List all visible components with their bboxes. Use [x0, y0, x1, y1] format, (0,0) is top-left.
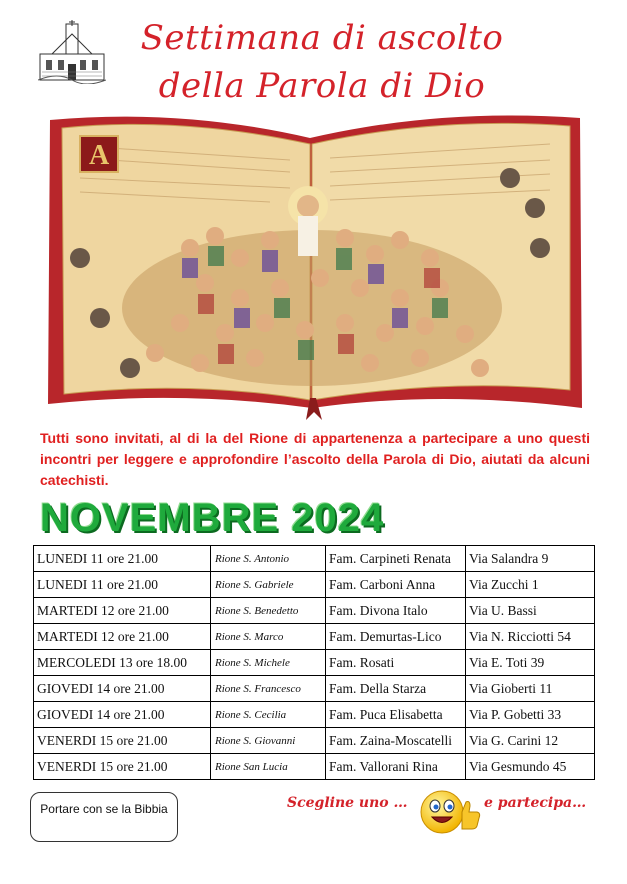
- schedule-row: [34, 598, 595, 624]
- schedule-rione-cell: Rione S. Cecilia: [211, 702, 326, 728]
- invitation-text: Tutti sono invitati, al di la del Rione di appartenenza a partecipare a uno questi incontri per leggere e approfondire l’ascolto della Parola di Dio, aiutati da alcuni catechisti.: [40, 430, 590, 488]
- schedule-family-cell: Fam. Rosati: [326, 650, 466, 676]
- schedule-address-cell: Via Gesmundo 45: [466, 754, 595, 780]
- schedule-family-cell: Fam. Divona Italo: [326, 598, 466, 624]
- schedule-row: [34, 624, 595, 650]
- schedule-when-cell: GIOVEDI 14 ore 21.00: [34, 702, 211, 728]
- schedule-table: [33, 545, 595, 780]
- schedule-address-cell: Via P. Gobetti 33: [466, 702, 595, 728]
- schedule-rione-cell: Rione S. Gabriele: [211, 572, 326, 598]
- schedule-when-cell: MARTEDI 12 ore 21.00: [34, 598, 211, 624]
- title-line-1: Settimana di ascolto: [140, 18, 504, 58]
- schedule-row: [34, 650, 595, 676]
- schedule-address-cell: Via N. Ricciotti 54: [466, 624, 595, 650]
- schedule-row: [34, 546, 595, 572]
- schedule-address-cell: Via G. Carini 12: [466, 728, 595, 754]
- choose-one-text: [287, 793, 587, 813]
- schedule-when-cell: LUNEDI 11 ore 21.00: [34, 572, 211, 598]
- church-icon: [38, 20, 106, 84]
- schedule-family-cell: Fam. Zaina-Moscatelli: [326, 728, 466, 754]
- schedule-family-cell: Fam. Della Starza: [326, 676, 466, 702]
- schedule-family-cell: Fam. Carpineti Renata: [326, 546, 466, 572]
- schedule-rione-cell: Rione San Lucia: [211, 754, 326, 780]
- schedule-family-cell: Fam. Puca Elisabetta: [326, 702, 466, 728]
- schedule-address-cell: Via Gioberti 11: [466, 676, 595, 702]
- schedule-rione-cell: Rione S. Benedetto: [211, 598, 326, 624]
- title-line-2: della Parola di Dio: [158, 66, 486, 106]
- schedule-address-cell: Via E. Toti 39: [466, 650, 595, 676]
- schedule-row: [34, 676, 595, 702]
- schedule-when-cell: MARTEDI 12 ore 21.00: [34, 624, 211, 650]
- schedule-rione-cell: Rione S. Michele: [211, 650, 326, 676]
- thumbs-up-smiley-icon: [410, 786, 482, 836]
- schedule-rione-cell: Rione S. Giovanni: [211, 728, 326, 754]
- schedule-row: [34, 728, 595, 754]
- month-heading: NOVEMBRE 2024: [40, 496, 385, 540]
- participate-label: e partecipa…: [484, 795, 587, 811]
- schedule-rione-cell: Rione S. Francesco: [211, 676, 326, 702]
- page-title: [112, 14, 532, 110]
- schedule-when-cell: LUNEDI 11 ore 21.00: [34, 546, 211, 572]
- schedule-rione-cell: Rione S. Marco: [211, 624, 326, 650]
- schedule-when-cell: VENERDI 15 ore 21.00: [34, 754, 211, 780]
- schedule-when-cell: GIOVEDI 14 ore 21.00: [34, 676, 211, 702]
- schedule-when-cell: MERCOLEDI 13 ore 18.00: [34, 650, 211, 676]
- schedule-family-cell: Fam. Vallorani Rina: [326, 754, 466, 780]
- svg-text:A: A: [89, 140, 110, 171]
- schedule-row: [34, 572, 595, 598]
- open-bible-illustration: [40, 108, 588, 420]
- schedule-address-cell: Via Salandra 9: [466, 546, 595, 572]
- schedule-row: [34, 754, 595, 780]
- schedule-address-cell: Via U. Bassi: [466, 598, 595, 624]
- schedule-family-cell: Fam. Demurtas-Lico: [326, 624, 466, 650]
- schedule-family-cell: Fam. Carboni Anna: [326, 572, 466, 598]
- schedule-when-cell: VENERDI 15 ore 21.00: [34, 728, 211, 754]
- schedule-address-cell: Via Zucchi 1: [466, 572, 595, 598]
- choose-label: Scegline uno …: [287, 795, 408, 811]
- schedule-row: [34, 702, 595, 728]
- schedule-rione-cell: Rione S. Antonio: [211, 546, 326, 572]
- bring-bible-note: Portare con se la Bibbia: [30, 792, 178, 842]
